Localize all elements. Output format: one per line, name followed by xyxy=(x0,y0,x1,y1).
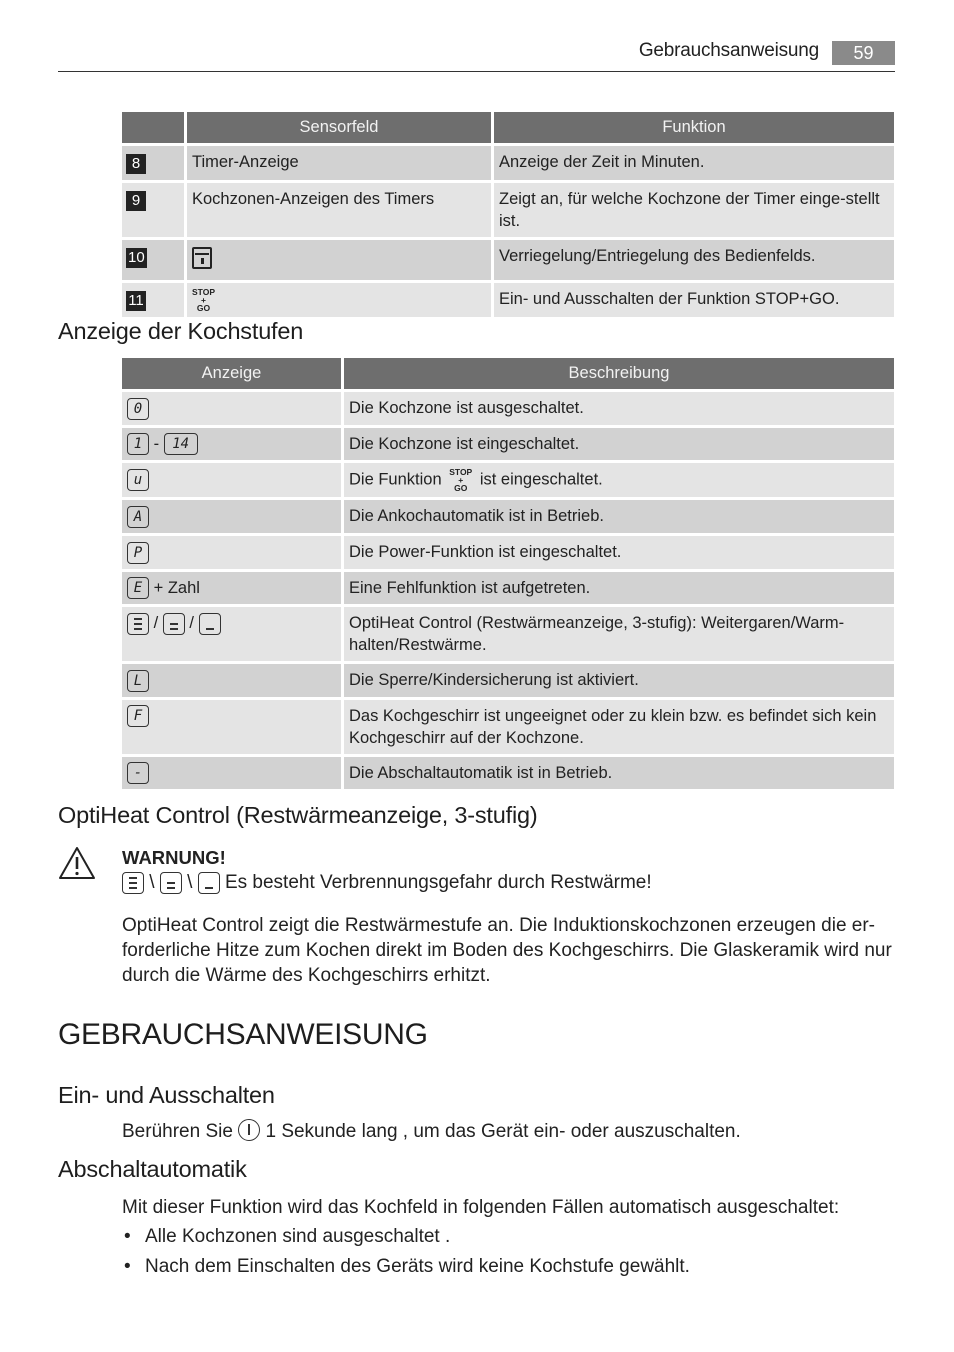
row-number-badge: 8 xyxy=(126,154,146,174)
residual-heat-2-icon xyxy=(160,872,182,894)
warning-text-line: \ \ Es besteht Verbrennungsgefahr durch Restwärme! xyxy=(122,870,652,895)
table-row xyxy=(122,757,894,790)
stop-go-icon: STOP + GO xyxy=(192,287,215,313)
residual-heat-1-icon xyxy=(199,613,221,635)
description-cell: Die Ankochautomatik ist in Betrieb. xyxy=(344,500,894,533)
sensor-cell: Kochzonen-Anzeigen des Timers xyxy=(187,183,491,237)
description-cell: Eine Fehlfunktion ist aufgetreten. xyxy=(344,572,894,605)
ein-aus-text: Berühren Sie 1 Sekunde lang , um das Gerät ein- oder auszuschalten. xyxy=(122,1121,741,1142)
table-header-description: Beschreibung xyxy=(344,358,894,389)
description-cell: Die Kochzone ist ausgeschaltet. xyxy=(344,392,894,425)
residual-heat-3-icon xyxy=(127,613,149,635)
table-header-function: Funktion xyxy=(494,112,894,143)
description-cell: Die Kochzone ist eingeschaltet. xyxy=(344,428,894,461)
section-title-optiheat: OptiHeat Control (Restwärmeanzeige, 3-stufig) xyxy=(58,802,538,828)
sensor-cell xyxy=(187,240,491,280)
section-title-kochstufen: Anzeige der Kochstufen xyxy=(58,318,304,344)
description-cell: Die Sperre/Kindersicherung ist aktiviert. xyxy=(344,664,894,697)
display-symbol: P xyxy=(127,542,149,564)
main-heading: GEBRAUCHSANWEISUNG xyxy=(58,1018,428,1051)
function-cell: Ein- und Ausschalten der Funktion STOP+GO. xyxy=(494,283,894,317)
display-symbol: 1 xyxy=(127,433,149,455)
header-title: Gebrauchsanweisung xyxy=(638,40,819,61)
table-row: / / OptiHeat Control (Restwärmeanzeige, 3-stufig): Weitergaren/Warm-halten/Restwärme. xyxy=(122,607,894,661)
residual-heat-3-icon xyxy=(122,872,144,894)
stop-go-icon: STOP + GO xyxy=(449,467,473,494)
display-symbol: F xyxy=(127,705,149,727)
optiheat-paragraph: OptiHeat Control zeigt die Restwärmestufe an. Die Induktionskochzonen erzeugen die er-forderliche Hitze zum Kochen direkt im Boden des Kochgeschirrs. Die Glaskeramik wird nur durch die Wärme des Kochgeschirrs erhitzt. xyxy=(122,915,892,986)
table-row: E + Zahl Eine Fehlfunktion ist aufgetreten. xyxy=(122,572,894,605)
table-row xyxy=(122,240,894,280)
power-icon xyxy=(238,1119,260,1141)
section-title-abschalt: Abschaltautomatik xyxy=(58,1156,247,1182)
page-number: 59 xyxy=(832,41,895,65)
display-symbol: A xyxy=(127,506,149,528)
display-symbol: 14 xyxy=(164,433,198,455)
description-cell: Die Funktion STOP + GO ist eingeschaltet. xyxy=(344,463,894,497)
table-row xyxy=(122,283,894,317)
list-item: • Alle Kochzonen sind ausgeschaltet . xyxy=(122,1222,690,1252)
warning-text: Es besteht Verbrennungsgefahr durch Restwärme! xyxy=(224,872,652,893)
description-cell: Das Kochgeschirr ist ungeeignet oder zu klein bzw. es befindet sich kein Kochgeschirr auf der Kochzone. xyxy=(344,700,894,754)
table-row xyxy=(122,664,894,697)
table-row xyxy=(122,700,894,754)
residual-heat-1-icon xyxy=(198,872,220,894)
display-symbol: - xyxy=(127,762,149,784)
display-symbol: E xyxy=(127,577,149,599)
table-header-display: Anzeige xyxy=(122,358,341,389)
display-symbol: u xyxy=(127,469,149,491)
table-row xyxy=(122,463,894,497)
page-header xyxy=(58,40,895,72)
table-row xyxy=(122,146,894,180)
sensor-cell xyxy=(187,283,491,317)
display-symbol: 0 xyxy=(127,398,149,420)
table-row: 1 - 14 Die Kochzone ist eingeschaltet. xyxy=(122,428,894,461)
description-cell: Die Abschaltautomatik ist in Betrieb. xyxy=(344,757,894,790)
display-table xyxy=(119,355,897,792)
sensor-cell: Timer-Anzeige xyxy=(187,146,491,180)
table-header-sensor: Sensorfeld xyxy=(187,112,491,143)
abschalt-list xyxy=(122,1222,690,1282)
table-row xyxy=(122,392,894,425)
warning-icon xyxy=(58,846,96,880)
table-row xyxy=(122,500,894,533)
description-cell: OptiHeat Control (Restwärmeanzeige, 3-stufig): Weitergaren/Warm-halten/Restwärme. xyxy=(344,607,894,661)
row-number-badge: 10 xyxy=(128,249,145,266)
residual-heat-2-icon xyxy=(163,613,185,635)
function-cell: Anzeige der Zeit in Minuten. xyxy=(494,146,894,180)
section-title-ein-aus: Ein- und Ausschalten xyxy=(58,1082,275,1108)
table-header-row xyxy=(122,112,894,143)
abschalt-intro: Mit dieser Funktion wird das Kochfeld in folgenden Fällen automatisch ausgeschaltet: xyxy=(122,1197,840,1218)
display-symbol: L xyxy=(127,670,149,692)
table-row xyxy=(122,183,894,237)
row-number-badge: 9 xyxy=(126,191,146,211)
warning-label: WARNUNG! xyxy=(122,847,226,868)
function-cell: Zeigt an, für welche Kochzone der Timer einge-stellt ist. xyxy=(494,183,894,237)
list-item: • Nach dem Einschalten des Geräts wird keine Kochstufe gewählt. xyxy=(122,1252,690,1282)
lock-icon xyxy=(192,247,212,269)
table-header-num xyxy=(122,112,184,143)
table-header-row xyxy=(122,358,894,389)
row-number-badge: 11 xyxy=(126,291,146,311)
description-cell: Die Power-Funktion ist eingeschaltet. xyxy=(344,536,894,569)
table-row xyxy=(122,536,894,569)
sensor-table xyxy=(119,109,897,320)
function-cell: Verriegelung/Entriegelung des Bedienfelds. xyxy=(494,240,894,280)
